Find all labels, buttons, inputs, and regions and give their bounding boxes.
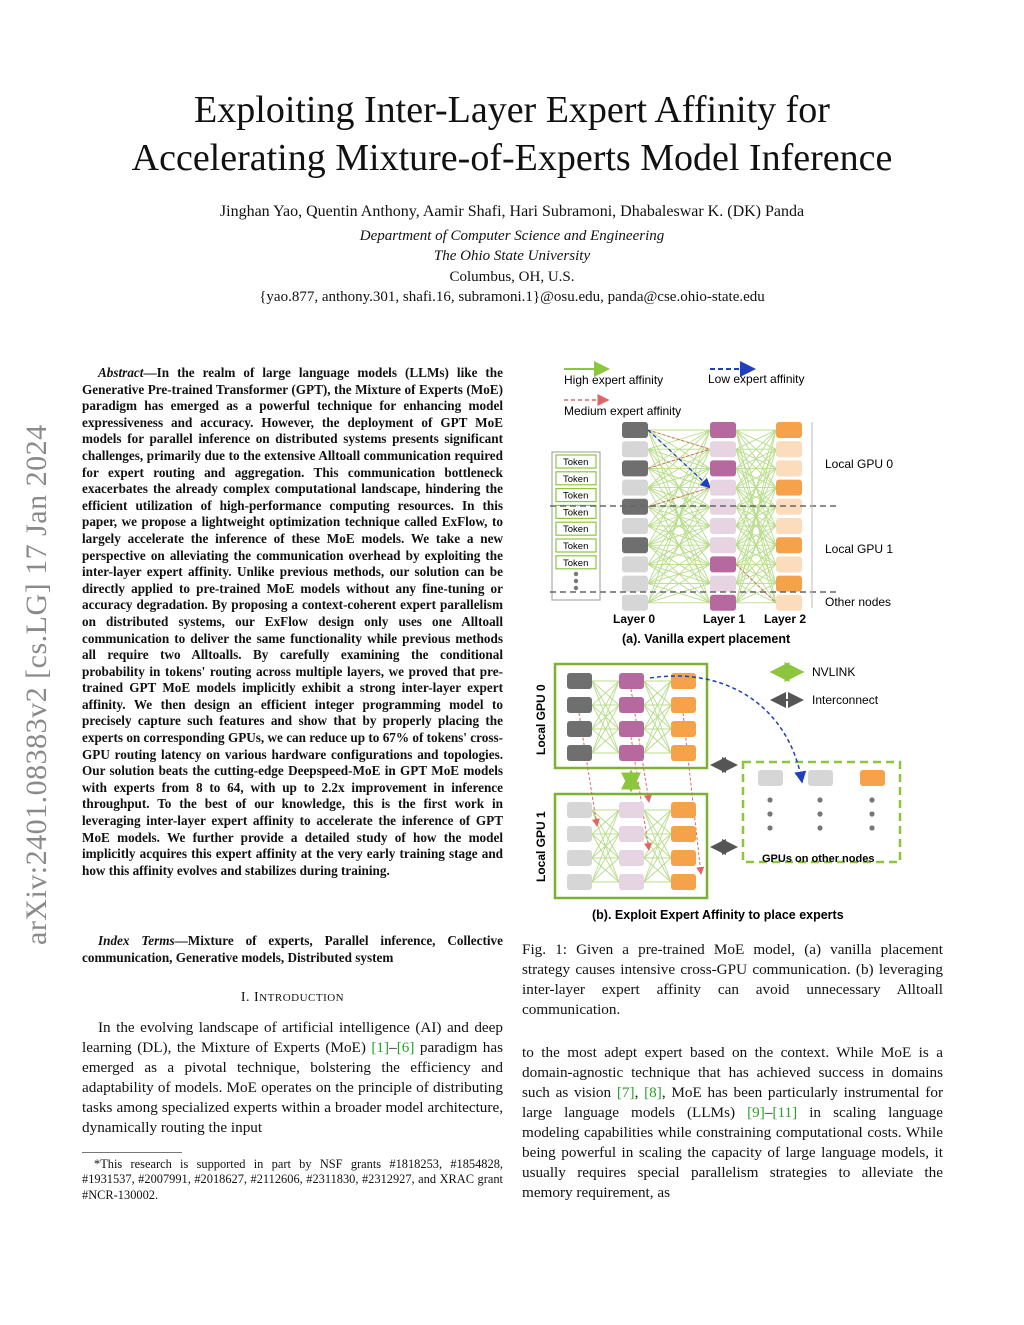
label-gpus-other-nodes: GPUs on other nodes: [762, 853, 875, 865]
citation-link-9[interactable]: [9]: [747, 1104, 765, 1121]
abstract-body: —In the realm of large language models (LLMs) like the Generative Pre-trained Transformer (GPT), the Mixture of Experts (MoE) paradigm has emerged as a powerful technique for enhancing model expressiveness and accuracy. However, the deployment of GPT MoE models for parallel inference on distributed systems presents significant challenges, primarily due to the extensive Alltoall communication required for expert routing and aggregation. This communication bottleneck exacerbates the already complex computational landscape, hindering the efficient utilization of high-performance computing resources. In this paper, we propose a lightweight optimization technique called ExFlow, to largely accelerate the inference of these MoE models. We take a new perspective on alleviating the communication overhead by exploiting the inter-layer expert affinity. Unlike previous methods, our solution can be directly applied to pre-trained MoE models without any fine-tuning or accuracy degradation. By proposing a context-coherent expert parallelism on distributed systems, our ExFlow design only uses one Alltoall communication to deliver the same functionality while previous methods all require two Alltoalls. By carefully examining the conditional probability in tokens' routing across multiple layers, we proved that pre-trained GPT MoE models implicitly exhibit a strong inter-layer expert affinity. We then design an efficient integer programming model to precisely capture such features and show that by properly placing the experts on corresponding GPUs, we can reduce up to 67% of tokens' cross-GPU routing latency on various hardware configurations and topologies. Our solution beats the cutting-edge Deepspeed-MoE in GPT MoE models with experts from 8 to 64, with up to 2.2x improvement in inference throughput. To the best of our knowledge, this is the first work in leveraging inter-layer expert affinity to accelerate the inference of GPT MoE models. We further provide a detailed study of how the model implicitly acquires this expert affinity at the very early training stage and how this affinity evolves and stabilizes during training.: [82, 365, 503, 878]
expert-block: [622, 499, 648, 515]
expert-block: [622, 556, 648, 572]
caption-b: (b). Exploit Expert Affinity to place experts: [592, 908, 844, 922]
right-column-paragraph: [522, 1043, 943, 1203]
other-node-gpus: [758, 770, 885, 831]
footnote: *This research is supported in part by NSF grants #1818253, #1854828, #1931537, #2007991, #2018627, #2112606, #2311830, #2312927, and XRAC grant #NCR-130002.: [82, 1157, 503, 1202]
expert-block-gpu1: [671, 802, 696, 818]
other-node-dot: [767, 811, 772, 816]
right-text-1: to the most adept expert based on the context. While MoE is a domain-agnostic technique that has achieved success in domains such as vision: [522, 1044, 943, 1101]
expert-block: [710, 556, 736, 572]
expert-block: [710, 480, 736, 496]
citation-link-6[interactable]: [6]: [396, 1039, 415, 1056]
right-dash: –: [764, 1104, 773, 1121]
citation-link-7[interactable]: [7]: [616, 1084, 635, 1101]
expert-block-gpu0: [567, 673, 592, 689]
expert-block: [710, 518, 736, 534]
expert-block: [622, 576, 648, 592]
expert-block-gpu1: [671, 874, 696, 890]
legend-medium-label: Medium expert affinity: [564, 404, 682, 418]
expert-block: [776, 441, 802, 457]
other-node-dot: [767, 797, 772, 802]
token-ellipsis-dot: [574, 579, 578, 583]
expert-block: [622, 595, 648, 611]
label-layer1: Layer 1: [703, 612, 746, 626]
expert-block-gpu0: [671, 745, 696, 761]
index-terms-lead: Index Terms: [98, 933, 175, 948]
location: Columbus, OH, U.S.: [449, 269, 575, 285]
expert-block: [776, 537, 802, 553]
abstract: [82, 365, 503, 879]
expert-block-gpu0: [619, 673, 644, 689]
expert-block: [776, 480, 802, 496]
token-list: [556, 455, 596, 590]
expert-block-gpu1: [619, 850, 644, 866]
index-terms-body: —Mixture of experts, Parallel inference, Collective communication, Generative models, Distributed system: [82, 933, 503, 965]
other-node-expert: [758, 770, 783, 786]
expert-block-gpu0: [619, 721, 644, 737]
expert-block: [622, 460, 648, 476]
title-line-1: Exploiting Inter-Layer Expert Affinity for: [194, 89, 830, 131]
expert-block-gpu1: [567, 802, 592, 818]
legend-interconnect-label: Interconnect: [812, 693, 879, 707]
department: Department of Computer Science and Engineering: [359, 228, 665, 244]
other-node-expert: [808, 770, 833, 786]
token-label: Token: [563, 490, 589, 502]
title-line-2: Accelerating Mixture-of-Experts Model Inference: [131, 137, 893, 179]
section-number: I.: [240, 990, 255, 1005]
figure-1: [534, 360, 960, 930]
expert-block-gpu1: [567, 850, 592, 866]
other-node-dot: [869, 797, 874, 802]
label-local-gpu0-b: Local GPU 0: [534, 684, 548, 755]
expert-block: [776, 460, 802, 476]
right-sep: ,: [634, 1084, 645, 1101]
figure-caption: Fig. 1: Given a pre-trained MoE model, (a) vanilla placement strategy causes intensive cross-GPU communication. (b) leveraging inter-layer expert affinity can avoid unnecessary Alltoall communication.: [522, 941, 943, 1018]
intro-text-1: In the evolving landscape of artificial intelligence (AI) and deep learning (DL), the Mixture of Experts (MoE): [82, 1019, 503, 1056]
expert-block-gpu1: [567, 826, 592, 842]
label-layer0: Layer 0: [613, 612, 656, 626]
citation-link-8[interactable]: [8]: [644, 1084, 662, 1101]
expert-block-gpu1: [671, 826, 696, 842]
section-heading-introduction: [82, 990, 503, 1006]
other-node-dot: [869, 825, 874, 830]
token-label: Token: [563, 473, 589, 485]
expert-block-gpu1: [567, 874, 592, 890]
paper-title: [0, 86, 1024, 182]
label-layer2: Layer 2: [764, 612, 807, 626]
expert-block: [776, 556, 802, 572]
author-list: Jinghan Yao, Quentin Anthony, Aamir Shafi, Hari Subramoni, Dhabaleswar K. (DK) Panda: [219, 203, 805, 220]
author-emails: {yao.877, anthony.301, shafi.16, subramoni.1}@osu.edu, panda@cse.ohio-state.edu: [259, 289, 765, 305]
expert-block: [710, 537, 736, 553]
arxiv-identifier: arXiv:2401.08383v2 [cs.LG] 17 Jan 2024: [20, 424, 53, 945]
other-node-dot: [817, 825, 822, 830]
token-label: Token: [563, 524, 589, 536]
other-node-dot: [767, 825, 772, 830]
other-node-dot: [817, 811, 822, 816]
other-node-expert: [860, 770, 885, 786]
label-local-gpu1-a: Local GPU 1: [825, 542, 894, 556]
expert-block-gpu1: [619, 874, 644, 890]
expert-block: [622, 537, 648, 553]
section-title-rest: NTRODUCTION: [259, 992, 345, 1004]
expert-block: [622, 480, 648, 496]
expert-block: [776, 576, 802, 592]
token-label: Token: [563, 507, 589, 519]
introduction-paragraph: [82, 1018, 503, 1138]
expert-block-gpu0: [567, 721, 592, 737]
other-node-dot: [869, 811, 874, 816]
expert-block-gpu1: [619, 826, 644, 842]
label-local-gpu0-a: Local GPU 0: [825, 457, 894, 471]
right-text-3: in scaling language modeling capabilities while constraining computational costs. While being powerful in scaling the capacity of large language models, it usually requires special parallelism strategies to alleviate the memory requirement, as: [522, 1104, 943, 1201]
university: The Ohio State University: [433, 248, 591, 264]
expert-block: [622, 518, 648, 534]
expert-block: [622, 422, 648, 438]
token-label: Token: [563, 457, 589, 468]
expert-block: [710, 441, 736, 457]
expert-block: [776, 518, 802, 534]
right-text-2: , MoE has been particularly instrumental for large language models (LLMs): [522, 1084, 944, 1121]
intro-text-2: paradigm has emerged as a pivotal technique, bolstering the efficiency and adaptability of models. MoE operates on the principle of distributing tasks among specialized experts within a broader model architecture, dynamically routing the input: [82, 1039, 503, 1136]
token-ellipsis-dot: [574, 572, 578, 576]
label-local-gpu1-b: Local GPU 1: [534, 811, 548, 882]
token-label: Token: [563, 541, 589, 552]
label-other-nodes: Other nodes: [825, 595, 892, 609]
expert-block-gpu0: [671, 721, 696, 737]
token-label: Token: [563, 557, 589, 569]
expert-block: [622, 441, 648, 457]
expert-block: [776, 422, 802, 438]
legend-low-label: Low expert affinity: [708, 372, 805, 386]
expert-block-gpu1: [671, 850, 696, 866]
abstract-lead: Abstract: [98, 365, 144, 380]
expert-block-gpu0: [567, 745, 592, 761]
section-title-initial: I: [254, 990, 260, 1005]
expert-block-gpu0: [619, 697, 644, 713]
intro-dash: –: [389, 1039, 397, 1056]
expert-block: [710, 499, 736, 515]
index-terms: [82, 933, 503, 966]
expert-block-gpu0: [619, 745, 644, 761]
expert-block: [776, 595, 802, 611]
expert-block: [710, 460, 736, 476]
expert-block: [776, 499, 802, 515]
token-ellipsis-dot: [574, 586, 578, 590]
expert-block: [710, 576, 736, 592]
expert-block: [710, 595, 736, 611]
caption-a: (a). Vanilla expert placement: [622, 632, 791, 646]
expert-block-gpu1: [619, 802, 644, 818]
citation-link-1[interactable]: [1]: [371, 1039, 390, 1056]
other-node-dot: [817, 797, 822, 802]
expert-block-gpu0: [671, 697, 696, 713]
expert-block-gpu0: [567, 697, 592, 713]
citation-link-11[interactable]: [11]: [772, 1104, 798, 1121]
expert-block: [710, 422, 736, 438]
legend-nvlink-label: NVLINK: [812, 665, 856, 679]
legend-high-label: High expert affinity: [564, 373, 664, 387]
footnote-rule: [82, 1152, 182, 1153]
